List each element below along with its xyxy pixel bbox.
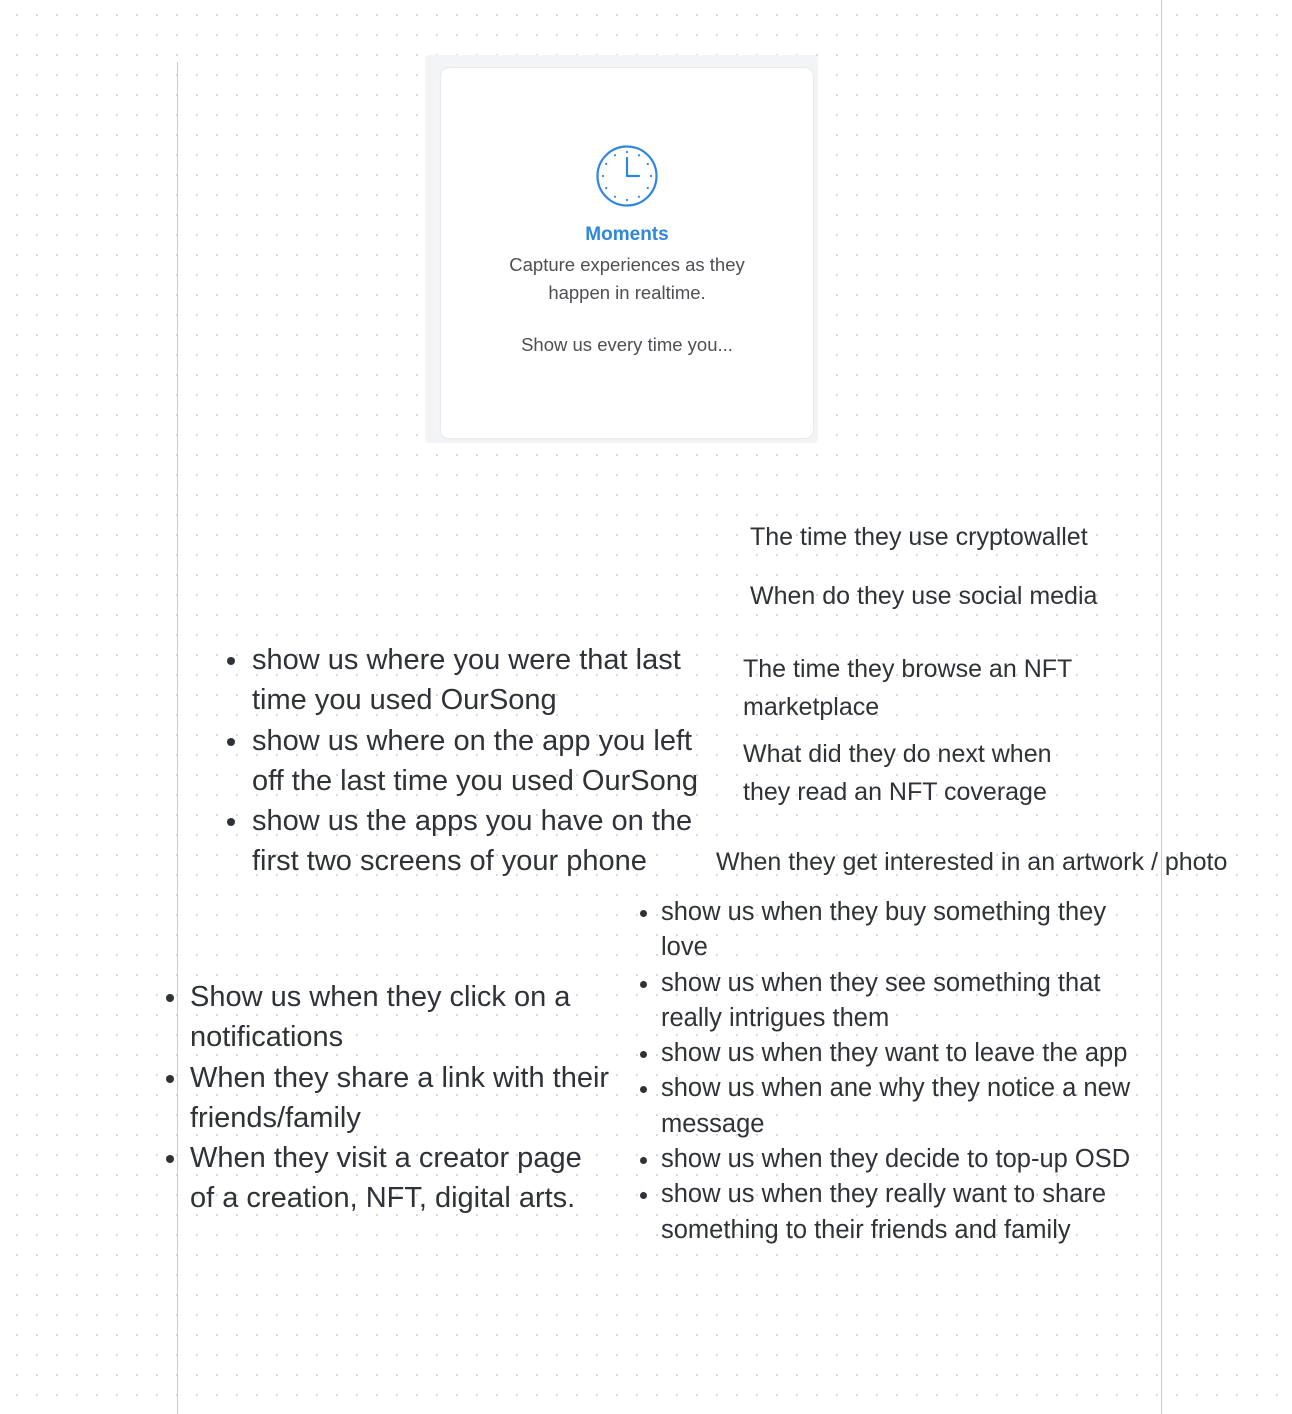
clock-icon bbox=[595, 144, 659, 208]
list-item: show us the apps you have on the first two screens of your phone bbox=[252, 801, 727, 882]
note-social: When do they use social media bbox=[750, 582, 1098, 610]
list-engagement bbox=[190, 977, 610, 1219]
card-title: Moments bbox=[585, 224, 669, 245]
card-prompt: Show us every time you... bbox=[521, 334, 733, 355]
list-item: Show us when they click on a notifications bbox=[190, 977, 610, 1058]
moments-card[interactable] bbox=[441, 68, 813, 438]
list-behaviours bbox=[661, 895, 1151, 1248]
list-item: show us when ane why they notice a new message bbox=[661, 1071, 1151, 1142]
frame-border-left bbox=[177, 62, 178, 1414]
list-item: show us when they see something that really intrigues them bbox=[661, 966, 1151, 1037]
note-crypto: The time they use cryptowallet bbox=[750, 523, 1088, 551]
note-nft-next: What did they do next when they read an NFT coverage bbox=[743, 740, 1052, 806]
list-item: show us when they really want to share something to their friends and family bbox=[661, 1177, 1151, 1248]
list-item: show us where on the app you left off the last time you used OurSong bbox=[252, 721, 727, 802]
list-item: When they visit a creator page of a creation, NFT, digital arts. bbox=[190, 1138, 610, 1219]
note-nft-browse: The time they browse an NFT marketplace bbox=[743, 655, 1072, 721]
list-item: show us when they buy something they love bbox=[661, 895, 1151, 966]
list-item: show us where you were that last time you used OurSong bbox=[252, 640, 727, 721]
note-artwork: When they get interested in an artwork / photo bbox=[716, 848, 1228, 876]
frame-border-right bbox=[1161, 0, 1162, 1414]
list-item: show us when they want to leave the app bbox=[661, 1036, 1151, 1071]
card-description: Capture experiences as they happen in realtime. bbox=[509, 254, 745, 303]
list-app-usage bbox=[252, 640, 727, 882]
list-item: show us when they decide to top-up OSD bbox=[661, 1142, 1151, 1177]
list-item: When they share a link with their friends/family bbox=[190, 1058, 610, 1139]
